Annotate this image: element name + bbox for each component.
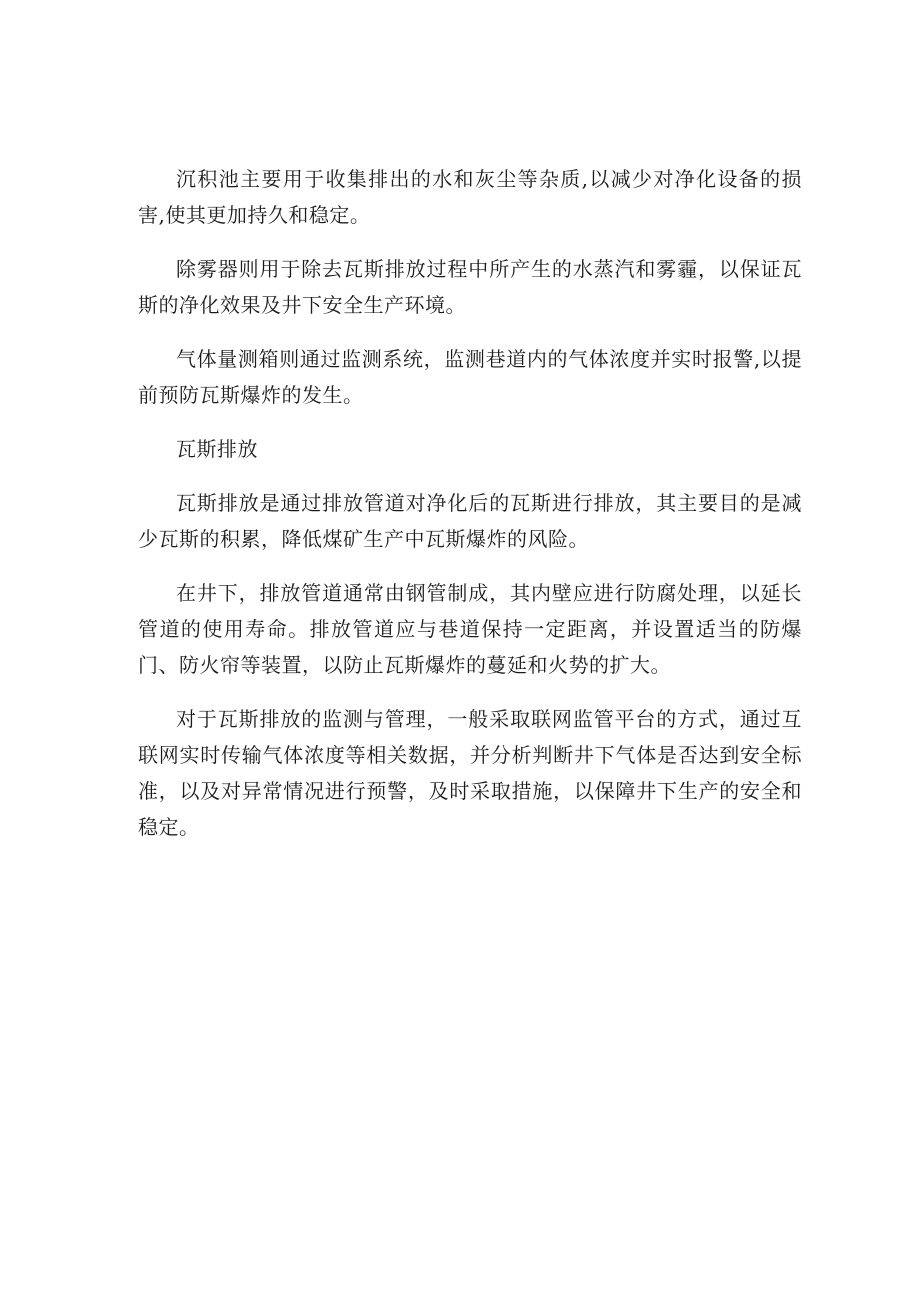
paragraph-gas-measuring-box: 气体量测箱则通过监测系统，监测巷道内的气体浓度并实时报警,以提前预防瓦斯爆炸的发生。 [138,347,802,407]
section-heading-gas-discharge: 瓦斯排放 [176,437,258,461]
paragraph-demister: 除雾器则用于除去瓦斯排放过程中所产生的水蒸汽和雾霾，以保证瓦斯的净化效果及井下安全生产环境。 [138,257,802,317]
paragraph-monitoring-management: 对于瓦斯排放的监测与管理，一般采取联网监管平台的方式，通过互联网实时传输气体浓度等相关数据，并分析判断井下气体是否达到安全标准，以及对异常情况进行预警，及时采取措施，以保障井下生产的安全和稳定。 [138,707,802,839]
paragraph-sedimentation-tank: 沉积池主要用于收集排出的水和灰尘等杂质,以减少对净化设备的损害,使其更加持久和稳定。 [138,167,802,227]
paragraph-gas-discharge-purpose: 瓦斯排放是通过排放管道对净化后的瓦斯进行排放，其主要目的是减少瓦斯的积累，降低煤矿生产中瓦斯爆炸的风险。 [138,491,802,551]
paragraph-discharge-pipeline: 在井下，排放管道通常由钢管制成，其内壁应进行防腐处理，以延长管道的使用寿命。排放管道应与巷道保持一定距离，并设置适当的防爆门、防火帘等装置，以防止瓦斯爆炸的蔓延和火势的扩大。 [138,581,802,677]
document-body [138,161,802,863]
